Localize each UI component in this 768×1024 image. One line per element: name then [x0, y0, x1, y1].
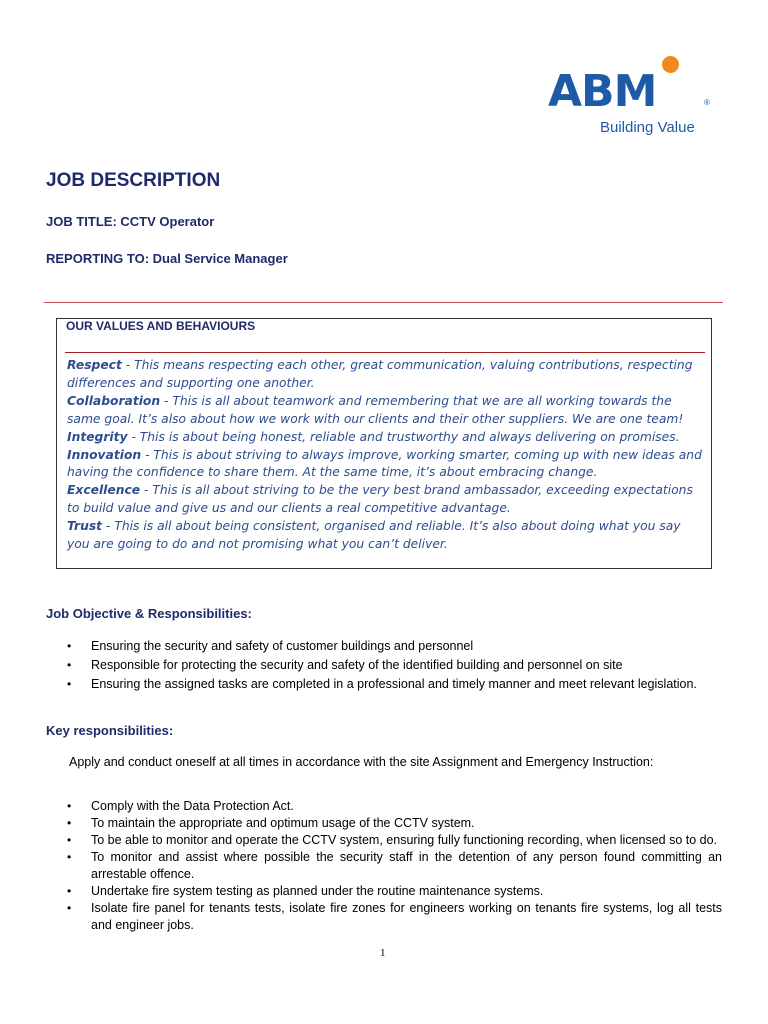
values-box	[56, 318, 712, 569]
value-description: - This is about striving to always improve, working smarter, coming up with new ideas and having the confidence to share them. At the same time, it’s about embracing change.	[67, 447, 702, 480]
key-responsibilities-list	[67, 798, 722, 934]
bullet-icon: •	[67, 901, 72, 915]
logo-tagline: Building Value	[600, 119, 695, 136]
value-name: Trust	[67, 519, 103, 534]
bullet-icon: •	[67, 884, 72, 898]
bullet-icon: •	[67, 799, 72, 813]
reporting-to: REPORTING TO: Dual Service Manager	[46, 251, 288, 266]
value-name: Excellence	[67, 483, 141, 498]
section-divider	[44, 302, 723, 303]
value-description: - This is all about being consistent, organised and reliable. It’s also about doing what you say you are going to do and not promising what you can’t deliver.	[67, 519, 681, 552]
list-item-text: Ensuring the security and safety of customer buildings and personnel	[91, 639, 474, 653]
list-item-text: Undertake fire system testing as planned under the routine maintenance systems.	[91, 884, 544, 898]
page-number: 1	[380, 947, 386, 959]
value-integrity	[67, 429, 707, 447]
value-excellence	[67, 482, 707, 518]
value-description: - This is all about teamwork and remembering that we are all working towards the same goal. It’s also about how we work with our clients and their other suppliers. We are one team!	[67, 393, 684, 426]
bullet-icon: •	[67, 816, 72, 830]
list-item-text: Comply with the Data Protection Act.	[91, 799, 294, 813]
list-item-text: To be able to monitor and operate the CCTV system, ensuring fully functioning recording, when licensed so to do.	[91, 833, 718, 847]
list-item-text: Ensuring the assigned tasks are completed in a professional and timely manner and meet relevant legislation.	[91, 677, 697, 691]
bullet-icon: •	[67, 639, 72, 653]
list-item-text: Responsible for protecting the security and safety of the identified building and personnel on site	[91, 658, 623, 672]
logo-wordmark: ABM	[548, 66, 657, 117]
job-title: JOB TITLE: CCTV Operator	[46, 214, 215, 229]
value-collaboration	[67, 393, 707, 429]
page-title: JOB DESCRIPTION	[46, 170, 221, 191]
list-item	[67, 832, 722, 849]
bullet-icon: •	[67, 850, 72, 864]
value-innovation	[67, 447, 707, 483]
list-item	[67, 849, 722, 883]
list-item-text: To maintain the appropriate and optimum usage of the CCTV system.	[91, 816, 475, 830]
value-name: Collaboration	[67, 393, 161, 408]
bullet-icon: •	[67, 677, 72, 691]
objectives-heading: Job Objective & Responsibilities:	[46, 606, 252, 621]
abm-logo	[548, 52, 718, 142]
value-trust	[67, 518, 707, 554]
values-divider	[65, 352, 705, 353]
value-description: - This is all about striving to be the very best brand ambassador, exceeding expectations to build value and give us and our clients a real competitive advantage.	[67, 483, 693, 516]
logo-registered-mark: ®	[704, 98, 710, 107]
list-item	[67, 657, 707, 674]
list-item-text: Isolate fire panel for tenants tests, isolate fire zones for engineers working on tenants fire systems, log all tests and engineer jobs.	[91, 901, 722, 932]
logo-orange-dot	[662, 56, 679, 73]
key-intro: Apply and conduct oneself at all times in accordance with the site Assignment and Emergency Instruction:	[69, 755, 654, 769]
value-name: Respect	[67, 358, 122, 372]
value-name: Integrity	[67, 429, 128, 444]
list-item-text: To monitor and assist where possible the security staff in the detention of any person found committing an arrestable offence.	[91, 850, 722, 881]
list-item	[67, 798, 722, 815]
list-item	[67, 883, 722, 900]
values-text	[67, 357, 707, 554]
value-respect	[67, 357, 707, 393]
list-item	[67, 676, 707, 693]
values-heading: OUR VALUES AND BEHAVIOURS	[66, 319, 256, 333]
value-description: - This means respecting each other, great communication, valuing contributions, respecting differences and supporting one another.	[67, 358, 693, 390]
bullet-icon: •	[67, 833, 72, 847]
bullet-icon: •	[67, 658, 72, 672]
value-description: - This is about being honest, reliable and trustworthy and always delivering on promises.	[127, 429, 680, 444]
objectives-list	[67, 638, 707, 695]
value-name: Innovation	[67, 447, 142, 462]
key-responsibilities-heading: Key responsibilities:	[46, 723, 174, 738]
list-item	[67, 815, 722, 832]
list-item	[67, 900, 722, 934]
list-item	[67, 638, 707, 655]
